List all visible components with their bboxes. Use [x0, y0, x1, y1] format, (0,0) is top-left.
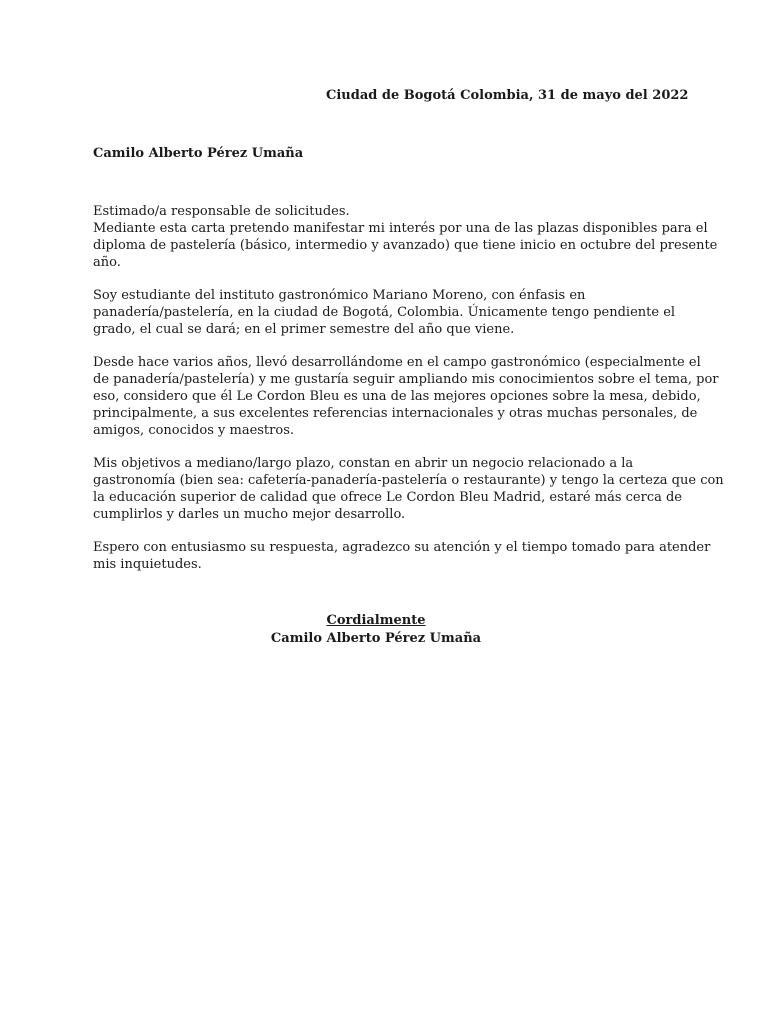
- body-line: eso, considero que él Le Cordon Bleu es una de las mejores opciones sobre la mesa, debido,: [93, 389, 701, 404]
- body-line: Mediante esta carta pretendo manifestar mi interés por una de las plazas disponibles para el: [93, 221, 708, 236]
- body-line: amigos, conocidos y maestros.: [93, 423, 295, 438]
- body-line: Espero con entusiasmo su respuesta, agradezco su atención y el tiempo tomado para atender: [93, 540, 711, 555]
- body-line: panadería/pastelería, en la ciudad de Bogotá, Colombia. Únicamente tengo pendiente el: [93, 305, 676, 320]
- body-line: Desde hace varios años, llevó desarrollándome en el campo gastronómico (especialmente el: [93, 355, 701, 370]
- body-line: Mis objetivos a mediano/largo plazo, constan en abrir un negocio relacionado a la: [93, 456, 634, 471]
- body-line: Soy estudiante del instituto gastronómico Mariano Moreno, con énfasis en: [93, 288, 586, 303]
- closing-salutation: Cordialmente: [326, 613, 426, 628]
- closing-block: [0, 612, 752, 648]
- body-line: grado, el cual se dará; en el primer semestre del año que viene.: [93, 322, 515, 337]
- body-line: de panadería/pastelería) y me gustaría seguir ampliando mis conocimientos sobre el tema, por: [93, 372, 719, 387]
- recipient-name: Camilo Alberto Pérez Umaña: [93, 146, 304, 161]
- date-line: Ciudad de Bogotá Colombia, 31 de mayo del 2022: [326, 88, 689, 103]
- paragraph-closing-remark: [93, 539, 711, 573]
- paragraph-greeting: [93, 203, 718, 271]
- body-line: Estimado/a responsable de solicitudes.: [93, 204, 350, 219]
- body-line: la educación superior de calidad que ofrece Le Cordon Bleu Madrid, estaré más cerca de: [93, 490, 683, 505]
- body-line: gastronomía (bien sea: cafetería-panadería-pastelería o restaurante) y tengo la certeza que con: [93, 473, 724, 488]
- signature-name: Camilo Alberto Pérez Umaña: [270, 631, 482, 646]
- paragraph-student: [93, 287, 683, 338]
- body-line: cumplirlos y darles un mucho mejor desarrollo.: [93, 507, 406, 522]
- body-line: diploma de pastelería (básico, intermedio y avanzado) que tiene inicio en octubre del presente: [93, 238, 718, 253]
- paragraph-objectives: [93, 455, 724, 523]
- body-line: mis inquietudes.: [93, 557, 202, 572]
- body-line: año.: [93, 255, 121, 270]
- paragraph-experience: [93, 354, 719, 439]
- body-line: principalmente, a sus excelentes referencias internacionales y otras muchas personales, de: [93, 406, 698, 421]
- letter-body: [93, 203, 724, 589]
